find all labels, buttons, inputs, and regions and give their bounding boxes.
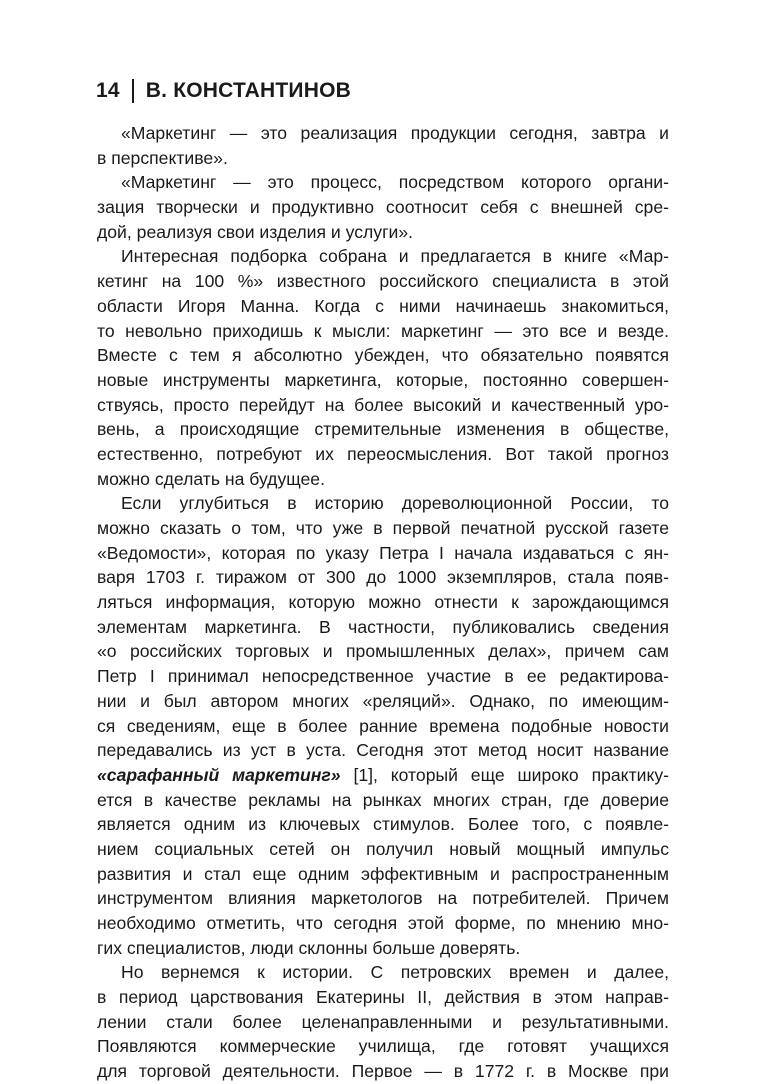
paragraph bbox=[97, 244, 669, 491]
paragraph bbox=[97, 491, 669, 960]
text-line: необходимо отметить, что сегодня этой форме, по мнению мно- bbox=[97, 913, 669, 933]
text-line: ся сведениям, еще в более ранние времена подобные новости bbox=[97, 715, 669, 736]
text-line: Вместе с тем я абсолютно убежден, что обязательно появятся bbox=[97, 345, 669, 366]
text-line: нием социальных сетей он получил новый мощный импульс bbox=[97, 838, 669, 859]
text-line: Петр I принимал непосредственное участие в ее редактирова- bbox=[97, 666, 669, 687]
text-line: «Маркетинг — это реализация продукции сегодня, завтра и bbox=[121, 123, 669, 143]
page-number: 14 bbox=[96, 79, 120, 102]
text-line: в период царствования Екатерины II, действия в этом направ- bbox=[97, 987, 669, 1008]
text-line: развития и стал еще одним эффективным и распространенным bbox=[97, 863, 669, 884]
text-line: в перспективе». bbox=[97, 147, 228, 168]
paragraph bbox=[97, 960, 669, 1083]
text-line: Интересная подборка собрана и предлагается в книге «Мар- bbox=[121, 246, 669, 267]
text-line: ется в качестве рекламы на рынках многих стран, где доверие bbox=[97, 789, 669, 810]
text-line: Если углубиться в историю дореволюционной России, то bbox=[121, 493, 669, 514]
text-line: естественно, потребуют их переосмысления. Вот такой прогноз bbox=[97, 443, 669, 464]
text-line: является одним из ключевых стимулов. Более того, с появле- bbox=[97, 814, 669, 835]
text-line: «Ведомости», которая по указу Петра I начала издаваться с ян- bbox=[97, 542, 669, 563]
paragraph bbox=[97, 121, 669, 170]
body-text bbox=[97, 121, 669, 1084]
text-line: Но вернемся к истории. С петровских времен и далее, bbox=[121, 962, 669, 983]
text-line: дой, реализуя свои изделия и услуги». bbox=[97, 221, 414, 242]
text-line: можно сделать на будущее. bbox=[97, 468, 325, 489]
text-line: зация творчески и продуктивно соотносит себя с внешней сре- bbox=[97, 197, 669, 218]
text-line: «Маркетинг — это процесс, посредством которого органи- bbox=[121, 172, 669, 193]
text-line: то невольно приходишь к мысли: маркетинг — это все и везде. bbox=[97, 320, 669, 341]
text-line: передавались из уст в уста. Сегодня этот метод носит название bbox=[97, 740, 669, 761]
emphasis-term: «сарафанный маркетинг» bbox=[97, 764, 341, 785]
text-line: можно сказать о том, что уже в первой печатной русской газете bbox=[97, 518, 669, 538]
text-line: вень, а происходящие стремительные изменения в обществе, bbox=[97, 419, 669, 440]
paragraph bbox=[97, 170, 669, 244]
text-line: Появляются коммерческие училища, где готовят учащихся bbox=[97, 1036, 669, 1057]
running-header bbox=[96, 76, 351, 106]
text-line: кетинг на 100 %» известного российского специалиста в этой bbox=[97, 271, 669, 292]
text-line: нии и был автором многих «реляций». Однако, по имеющим- bbox=[97, 690, 669, 711]
text-line: инструментом влияния маркетологов на потребителей. Причем bbox=[97, 888, 669, 909]
text-line: новые инструменты маркетинга, которые, постоянно совершен- bbox=[97, 369, 669, 390]
header-separator bbox=[132, 79, 134, 103]
text-line: «о российских торговых и промышленных делах», причем сам bbox=[97, 641, 669, 662]
text-line-with-emphasis bbox=[97, 763, 669, 788]
text-line: ляться информация, которую можно отнести к зарождающимся bbox=[97, 592, 669, 613]
author-name: В. КОНСТАНТИНОВ bbox=[145, 79, 351, 102]
text-line: элементам маркетинга. В частности, публиковались сведения bbox=[97, 616, 669, 637]
emphasis-line-rest: [1], который еще широко практику- bbox=[340, 764, 669, 785]
text-line: варя 1703 г. тиражом от 300 до 1000 экземпляров, стала появ- bbox=[97, 567, 669, 588]
text-line: области Игоря Манна. Когда с ними начинаешь знакомиться, bbox=[97, 295, 669, 316]
text-line: для торговой деятельности. Первое — в 1772 г. в Москве при bbox=[97, 1061, 669, 1082]
text-line: лении стали более целенаправленными и результативными. bbox=[97, 1011, 669, 1032]
text-line: гих специалистов, люди склонны больше доверять. bbox=[97, 937, 521, 958]
text-line: ствуясь, просто перейдут на более высокий и качественный уро- bbox=[97, 394, 669, 415]
